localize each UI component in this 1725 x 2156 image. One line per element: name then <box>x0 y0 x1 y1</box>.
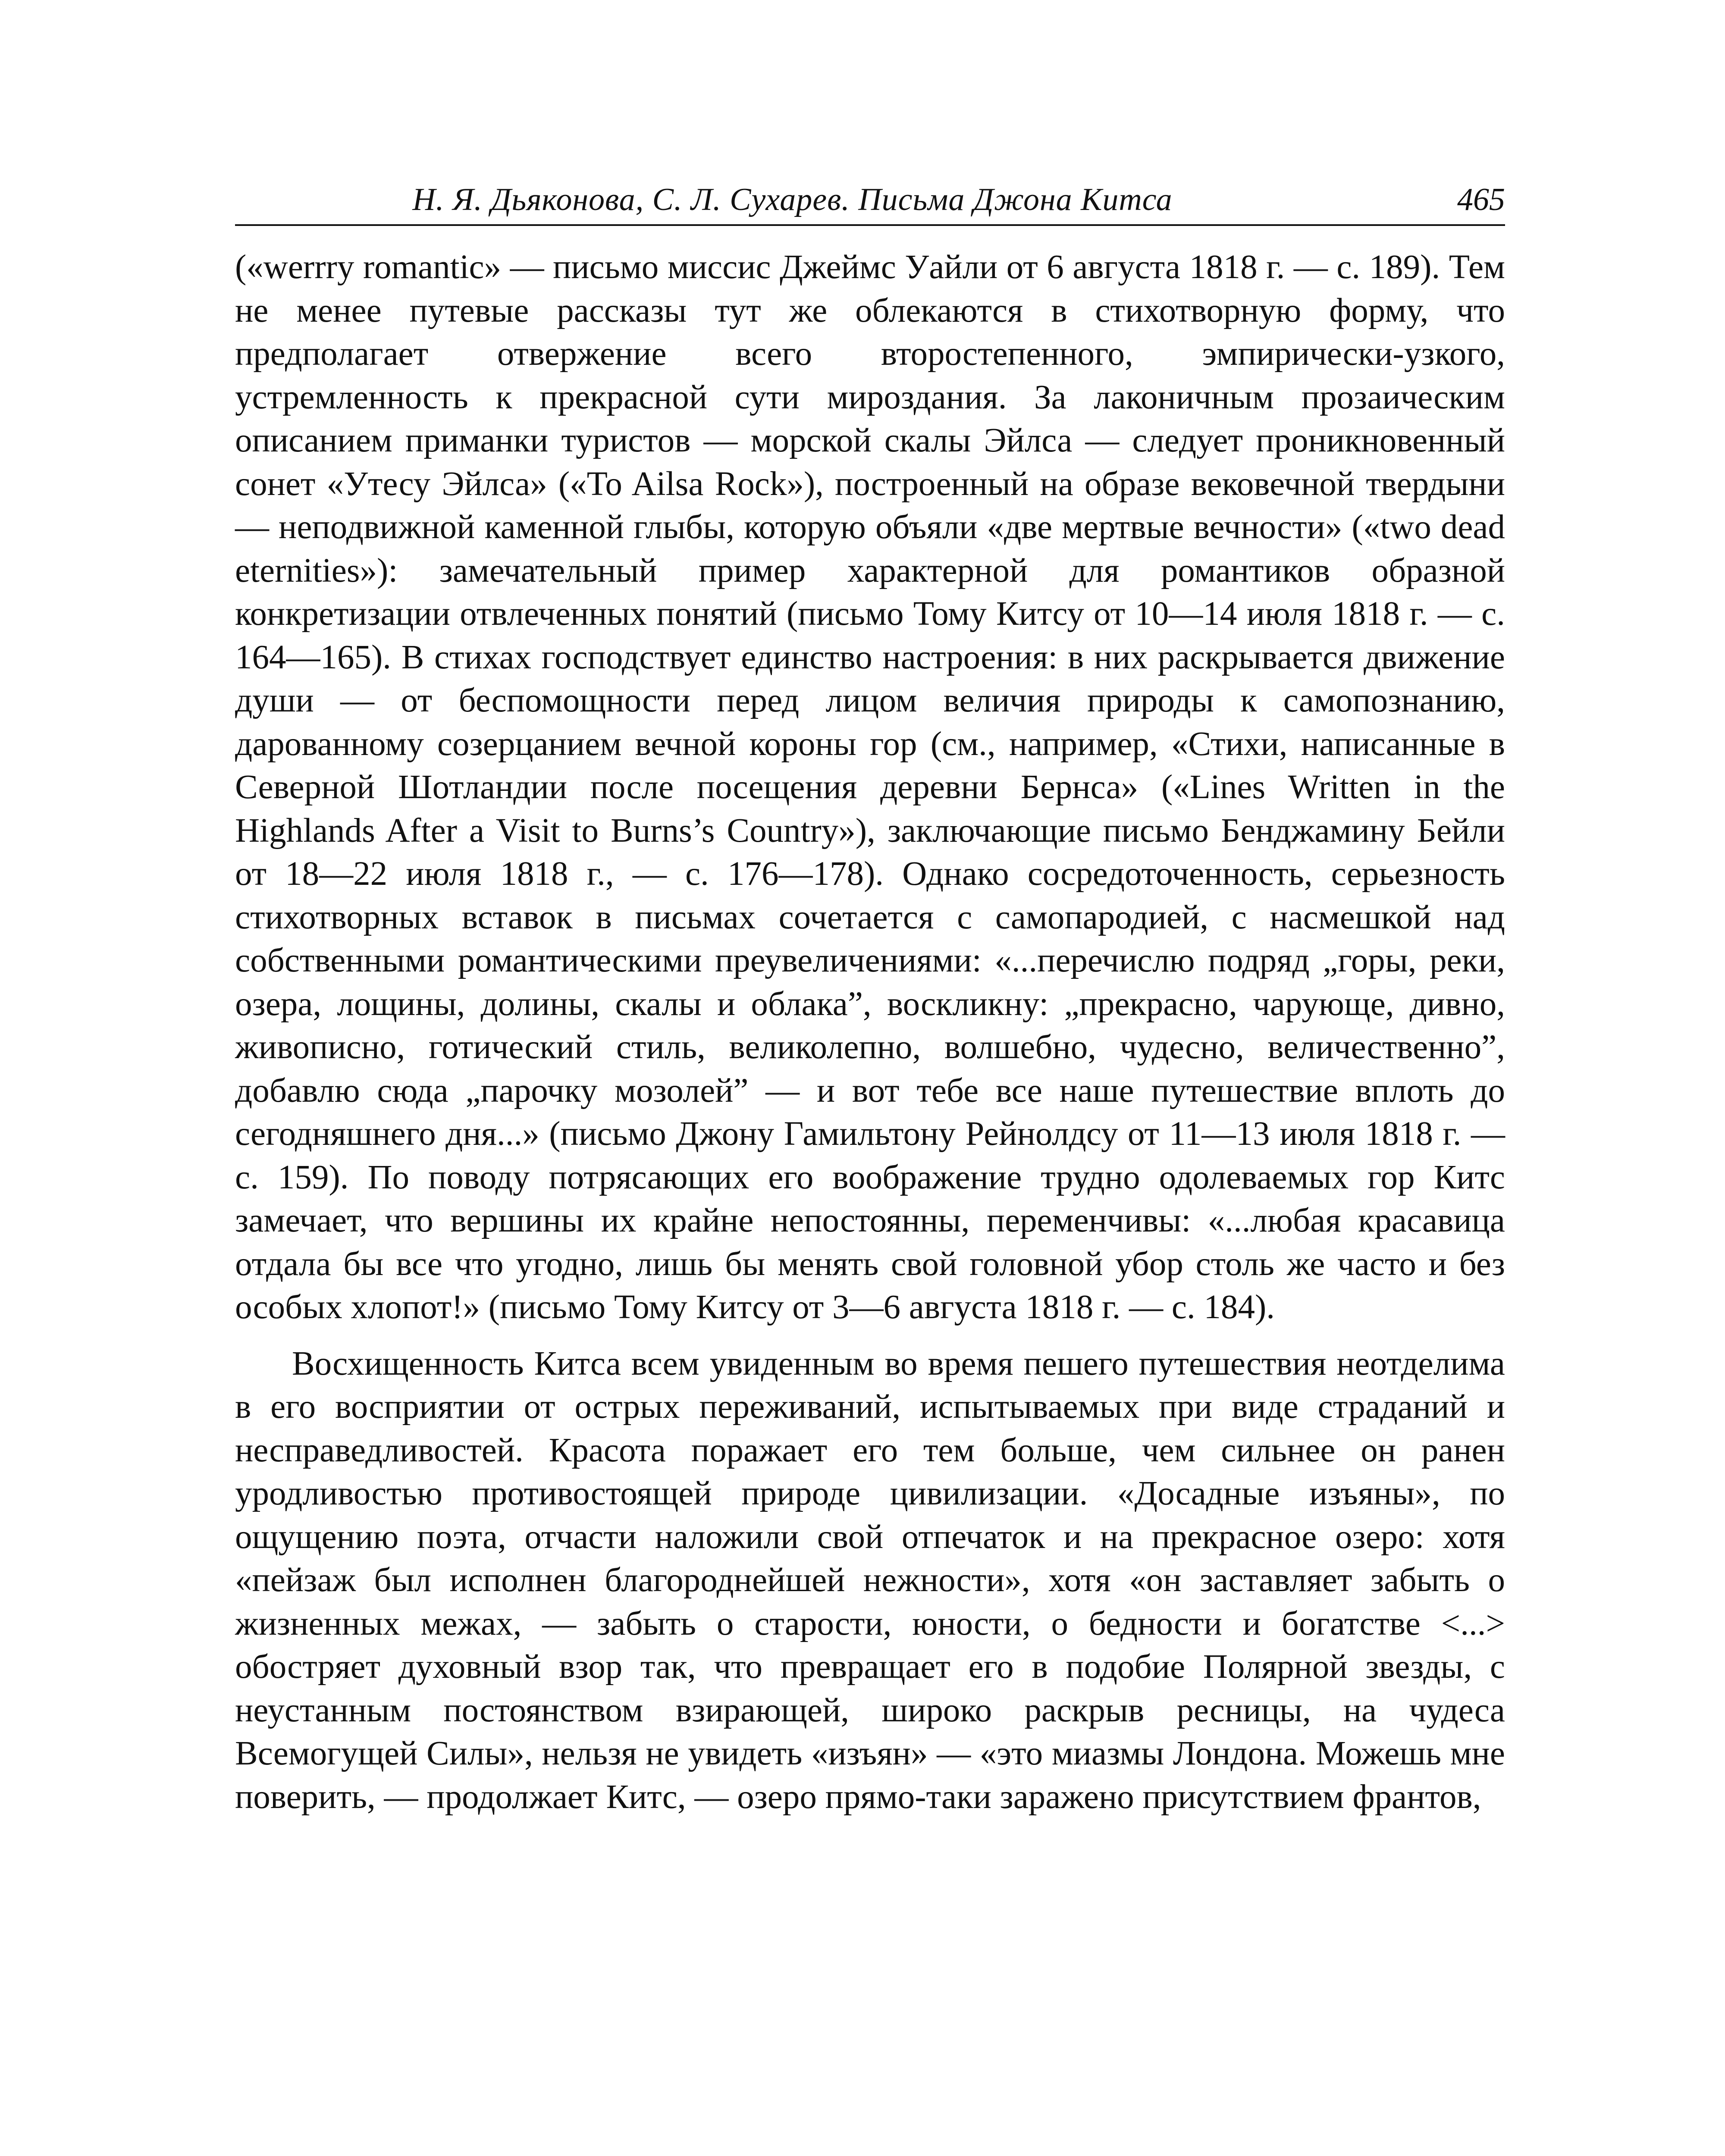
body-text <box>235 246 1505 1819</box>
paragraph-2: Восхищенность Китса всем увиденным во время пешего путешествия неотделима в его восприятии от острых переживаний, испытываемых при виде страданий и несправедливостей. Красота поражает его тем больше, чем сильнее он ранен уродливостью противостоящей природе цивилизации. «Досадные изъяны», по ощущению поэта, отчасти наложили свой отпечаток и на прекрасное озеро: хотя «пейзаж был исполнен благороднейшей нежности», хотя «он заставляет забыть о жизненных межах, — забыть о старости, юности, о бедности и богатстве <...> обостряет духовный взор так, что превращает его в подобие Полярной звезды, с неустанным постоянством взирающей, широко раскрыв ресницы, на чудеса Всемогущей Силы», нельзя не увидеть «изъян» — «это миазмы Лондона. Можешь мне поверить, — продолжает Китс, — озеро прямо-таки заражено присутствием франтов, <box>235 1344 1505 1816</box>
running-head <box>235 172 1505 226</box>
paragraph-1: («werrry romantic» — письмо миссис Джеймс Уайли от 6 августа 1818 г. — с. 189). Тем не менее путевые рассказы тут же облекаются в стихотворную форму, что предполагает отвержение всего второстепенного, эмпирически-узкого, устремленность к прекрасной сути мироздания. За лаконичным прозаическим описанием приманки туристов — морской скалы Эйлса — следует проникновенный сонет «Утесу Эйлса» («To Ailsa Rock»), построенный на образе вековечной твердыни — неподвижной каменной глыбы, которую объяли «две мертвые вечности» («two dead eternities»): замечательный пример характерной для романтиков образной конкретизации отвлеченных понятий (письмо Тому Китсу от 10—14 июля 1818 г. — с. 164—165). В стихах господствует единство настроения: в них раскрывается движение души — от беспомощности перед лицом величия природы к самопознанию, дарованному созерцанием вечной короны гор (см., например, «Стихи, написанные в Северной Шотландии после посещения деревни Бернса» («Lines Written in the Highlands After a Visit to Burns’s Country»), заключающие письмо Бенджамину Бейли от 18—22 июля 1818 г., — с. 176—178). Однако сосредоточенность, серьезность стихотворных вставок в письмах сочетается с самопародией, с насмешкой над собственными романтическими преувеличениями: «...перечислю подряд „горы, реки, озера, лощины, долины, скалы и облака”, воскликну: „прекрасно, чарующе, дивно, живописно, готический стиль, великолепно, волшебно, чудесно, величественно”, добавлю сюда „парочку мозолей” — и вот тебе все наше путешествие вплоть до сегодняшнего дня...» (письмо Джону Гамильтону Рейнолдсу от 11—13 июля 1818 г. — с. 159). По поводу потрясающих его воображение трудно одолеваемых гор Китс замечает, что вершины их крайне непостоянны, переменчивы: «...любая красавица отдала бы все что угодно, лишь бы менять свой головной убор столь же часто и без особых хлопот!» (письмо Тому Китсу от 3—6 августа 1818 г. — с. 184). <box>235 248 1505 1326</box>
page-number: 465 <box>1457 182 1505 217</box>
running-head-title: Н. Я. Дьяконова, С. Л. Сухарев. Письма Джона Китса <box>412 182 1173 217</box>
book-page <box>235 172 1505 2156</box>
